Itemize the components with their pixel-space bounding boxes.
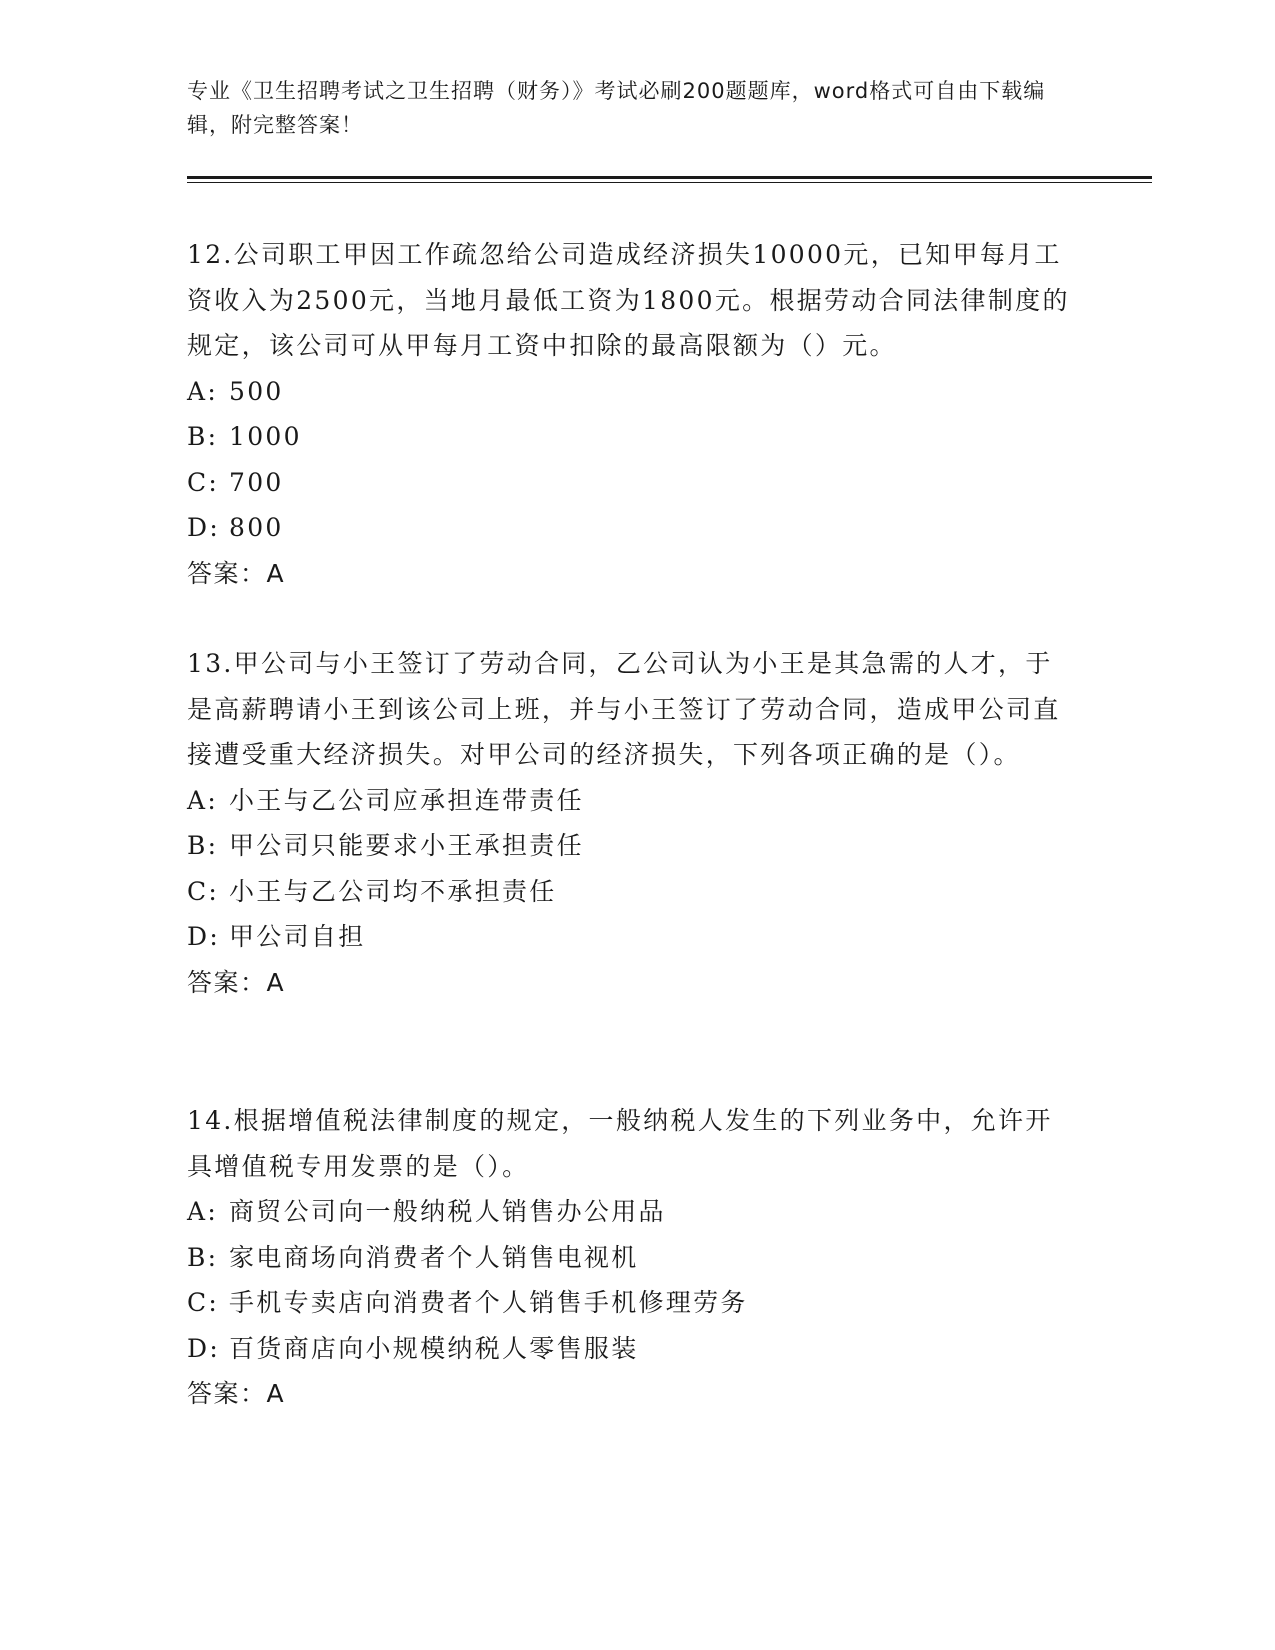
option-c	[187, 460, 1077, 506]
option-letter: B:	[187, 1242, 219, 1272]
question-12	[187, 232, 1077, 596]
header-divider-thick	[187, 176, 1152, 179]
document-header: 专业《卫生招聘考试之卫生招聘（财务）》考试必刷200题题库，word格式可自由下载编辑，附完整答案！	[187, 79, 1046, 137]
option-letter: C:	[187, 876, 220, 906]
option-letter: C:	[187, 1288, 220, 1317]
option-c	[187, 869, 1077, 915]
option-b	[187, 823, 1077, 869]
answer-line: 答案：A	[187, 1379, 286, 1408]
option-a	[187, 369, 1077, 415]
option-letter: A:	[187, 376, 219, 406]
option-text: 1000	[229, 422, 302, 451]
option-a	[187, 778, 1077, 824]
option-text: 甲公司只能要求小王承担责任	[229, 831, 584, 860]
question-13	[187, 641, 1077, 1005]
option-letter: A:	[187, 1197, 219, 1226]
option-letter: D:	[187, 922, 221, 951]
answer-line: 答案：A	[187, 558, 286, 588]
option-letter: D:	[187, 513, 221, 542]
option-text: 甲公司自担	[229, 922, 366, 951]
question-text: 12.公司职工甲因工作疏忽给公司造成经济损失10000元，已知甲每月工资收入为2500元，当地月最低工资为1800元。根据劳动合同法律制度的规定，该公司可从甲每月工资中扣除的最高限额为（）元。	[187, 240, 1070, 360]
option-c	[187, 1280, 1077, 1326]
option-text: 百货商店向小规模纳税人零售服装	[229, 1333, 639, 1363]
option-d	[187, 505, 1077, 551]
question-text: 13.甲公司与小王签订了劳动合同，乙公司认为小王是其急需的人才，于是高薪聘请小王到该公司上班，并与小王签订了劳动合同，造成甲公司直接遭受重大经济损失。对甲公司的经济损失，下列各项正确的是（）。	[187, 649, 1061, 769]
option-text: 手机专卖店向消费者个人销售手机修理劳务	[229, 1288, 748, 1317]
option-text: 商贸公司向一般纳税人销售办公用品	[229, 1197, 666, 1226]
option-b	[187, 1235, 1077, 1281]
option-letter: A:	[187, 785, 219, 815]
answer-line: 答案：A	[187, 967, 286, 997]
option-d	[187, 914, 1077, 960]
question-text: 14.根据增值税法律制度的规定，一般纳税人发生的下列业务中，允许开具增值税专用发票的是（）。	[187, 1106, 1053, 1181]
option-letter: D:	[187, 1333, 221, 1363]
question-14	[187, 1098, 1077, 1417]
option-d	[187, 1326, 1077, 1372]
option-text: 800	[229, 513, 284, 542]
option-text: 小王与乙公司应承担连带责任	[229, 785, 584, 815]
option-text: 500	[229, 376, 284, 406]
option-a	[187, 1189, 1077, 1235]
header-divider-thin	[187, 182, 1152, 183]
option-text: 小王与乙公司均不承担责任	[229, 876, 557, 906]
option-letter: C:	[187, 467, 220, 497]
option-letter: B:	[187, 831, 219, 860]
option-text: 家电商场向消费者个人销售电视机	[229, 1242, 639, 1272]
option-text: 700	[229, 467, 284, 497]
option-b	[187, 414, 1077, 460]
option-letter: B:	[187, 422, 219, 451]
